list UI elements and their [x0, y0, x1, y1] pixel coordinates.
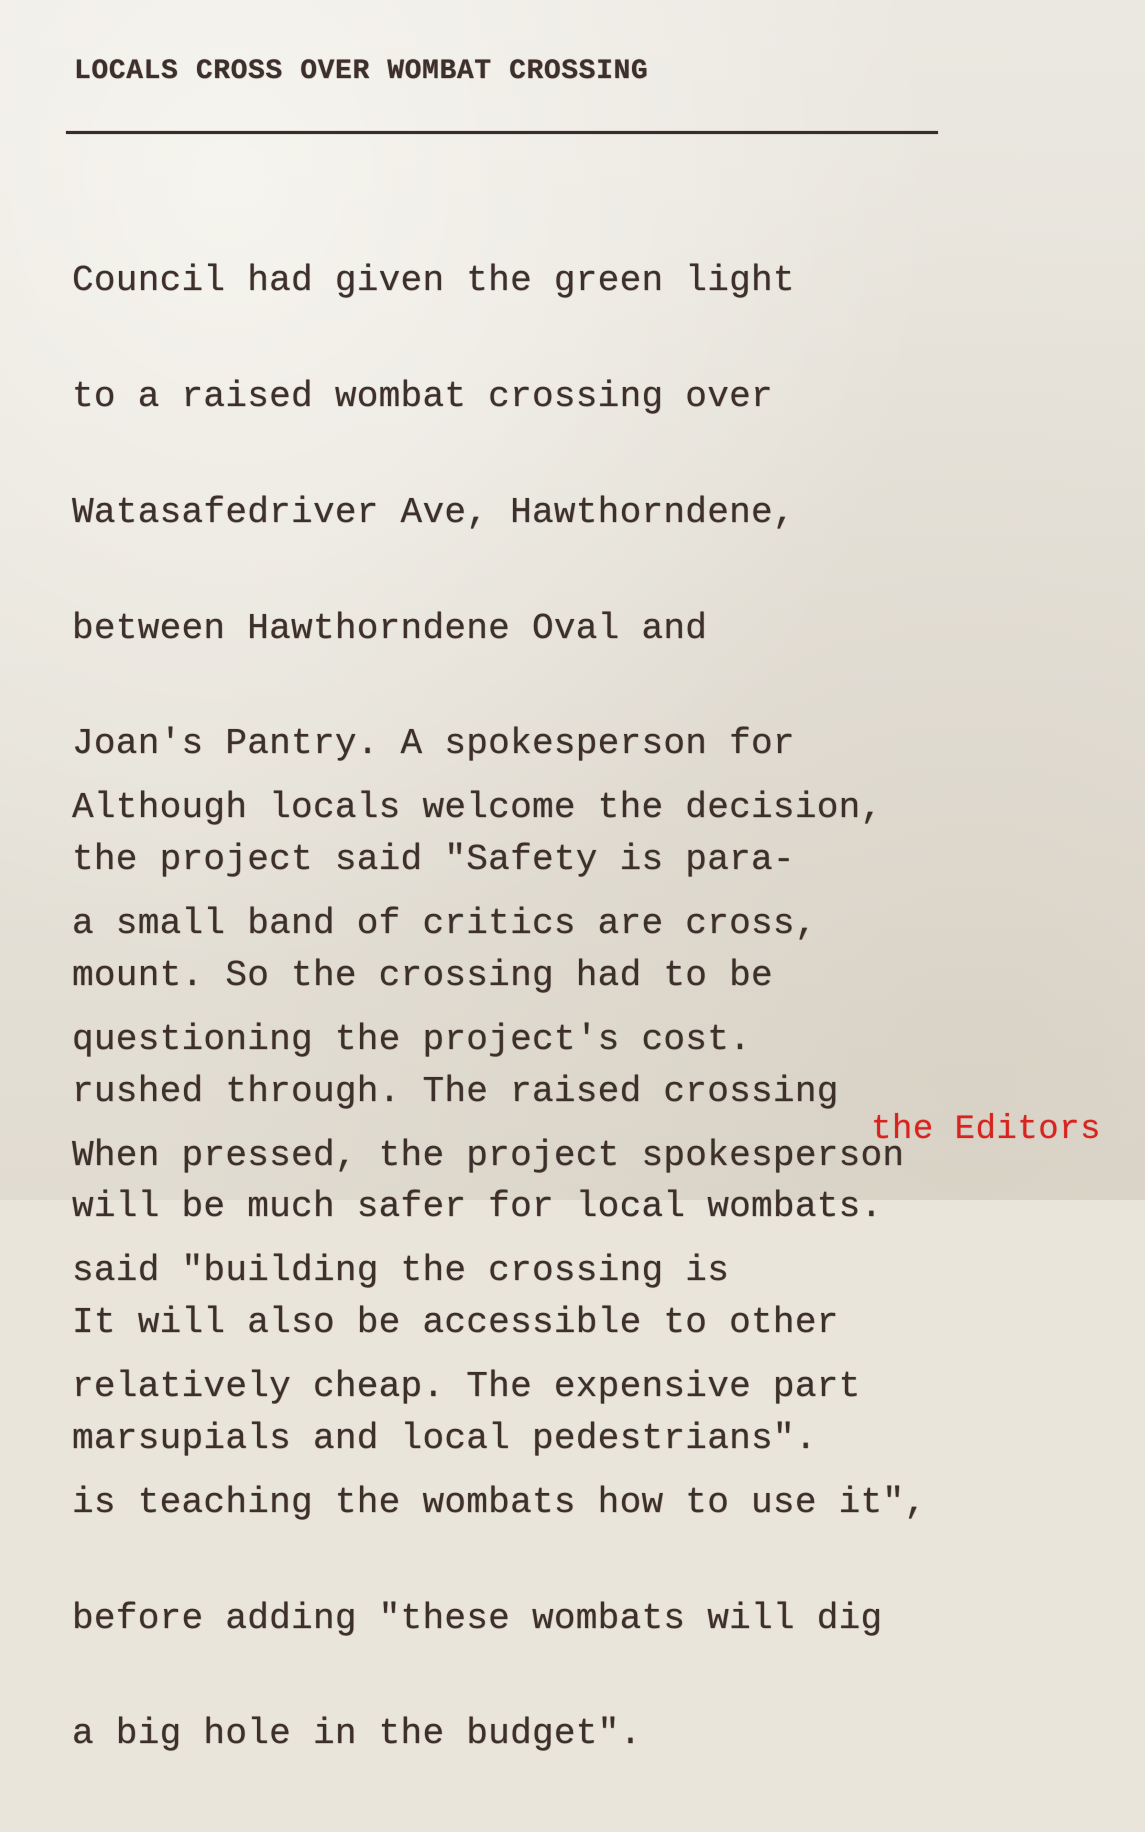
- paragraph-line: to a raised wombat crossing over: [72, 375, 773, 417]
- paragraph-line: between Hawthorndene Oval and: [72, 607, 708, 649]
- paragraph-line: Watasafedriver Ave, Hawthorndene,: [72, 491, 795, 533]
- paragraph-line: relatively cheap. The expensive part: [72, 1366, 861, 1408]
- paragraph-line: questioning the project's cost.: [72, 1018, 752, 1060]
- paragraph-line: mount. So the crossing had to be: [72, 954, 773, 996]
- paragraph-line: When pressed, the project spokesperson: [72, 1134, 905, 1176]
- editors-signoff: the Editors: [871, 1111, 1101, 1149]
- paragraph-line: said "building the crossing is: [72, 1250, 730, 1292]
- paragraph-line: before adding "these wombats will dig: [72, 1597, 883, 1639]
- paragraph-line: Although locals welcome the decision,: [72, 787, 883, 829]
- paragraph-line: a big hole in the budget".: [72, 1713, 642, 1755]
- paragraph-line: the project said "Safety is para-: [72, 839, 795, 881]
- paragraph-line: It will also be accessible to other: [72, 1302, 839, 1344]
- paragraph-line: marsupials and local pedestrians".: [72, 1418, 817, 1459]
- paragraph-line: a small band of critics are cross,: [72, 902, 817, 944]
- paragraph-line: Council had given the green light: [72, 260, 795, 302]
- paragraph-line: will be much safer for local wombats.: [72, 1186, 883, 1228]
- headline: LOCALS CROSS OVER WOMBAT CROSSING: [74, 56, 649, 87]
- paragraph-line: rushed through. The raised crossing: [72, 1070, 839, 1112]
- headline-underline: [66, 131, 938, 134]
- paragraph-2: [72, 712, 926, 1831]
- paragraph-line: is teaching the wombats how to use it",: [72, 1481, 927, 1523]
- paragraph-line: Joan's Pantry. A spokesperson for: [72, 723, 795, 765]
